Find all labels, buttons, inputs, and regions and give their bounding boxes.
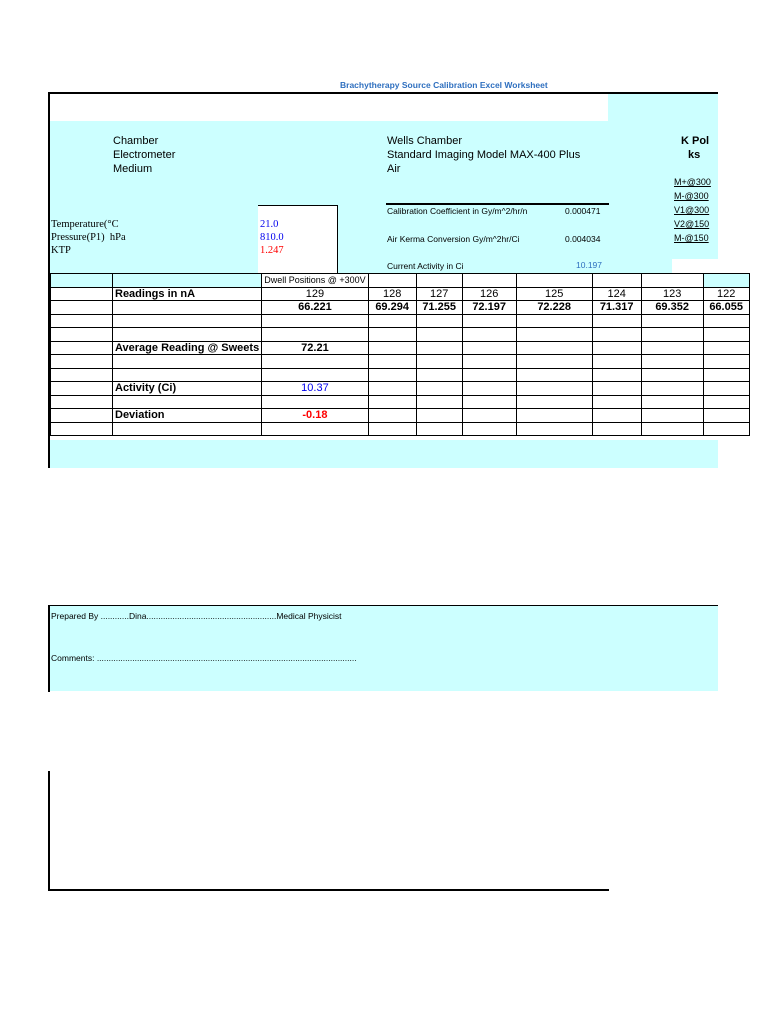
- table-cell: [462, 314, 516, 328]
- air-kerma-label: Air Kerma Conversion Gy/m^2hr/Ci: [387, 234, 520, 244]
- table-cell: [462, 422, 516, 436]
- electrometer-label: Electrometer: [113, 149, 176, 161]
- table-cell: [262, 395, 368, 409]
- pressure-label: Pressure(P1) hPa: [51, 232, 126, 243]
- table-cell: [368, 328, 416, 342]
- table-row: [51, 409, 750, 423]
- kpol-item-m-minus-300: M-@300: [674, 191, 709, 201]
- table-cell: [592, 341, 641, 355]
- air-kerma-value: 0.004034: [565, 234, 601, 244]
- table-cell: [368, 409, 416, 423]
- table-cell: [368, 341, 416, 355]
- table-cell: [368, 355, 416, 369]
- conditions-divider-v: [337, 205, 338, 273]
- table-cell: [641, 395, 703, 409]
- average-reading-label: Average Reading @ Sweets: [113, 341, 262, 355]
- table-cell: [113, 328, 262, 342]
- table-cell: [516, 328, 592, 342]
- table-cell: [51, 287, 113, 301]
- reading-value-123: 69.352: [641, 301, 703, 315]
- table-cell: [262, 314, 368, 328]
- chamber-label: Chamber: [113, 135, 159, 147]
- table-cell: [416, 328, 462, 342]
- table-row: [51, 355, 750, 369]
- table-cell: [462, 368, 516, 382]
- table-cell: [51, 274, 113, 288]
- reading-value-125: 72.228: [516, 301, 592, 315]
- position-122: 122: [703, 287, 749, 301]
- bottom-panel: [50, 440, 718, 468]
- position-127: 127: [416, 287, 462, 301]
- ks-heading: ks: [688, 149, 701, 161]
- table-row: [51, 382, 750, 396]
- table-cell: [592, 382, 641, 396]
- table-cell: [592, 328, 641, 342]
- table-cell: [262, 328, 368, 342]
- table-cell: [416, 341, 462, 355]
- dwell-positions-header: Dwell Positions @ +300V: [262, 274, 368, 288]
- table-cell: [703, 328, 749, 342]
- table-cell: [368, 395, 416, 409]
- readings-label: Readings in nA: [113, 287, 262, 301]
- table-cell: [641, 382, 703, 396]
- table-cell: [641, 368, 703, 382]
- table-cell: [368, 314, 416, 328]
- medium-label: Medium: [113, 163, 153, 175]
- current-activity-label: Current Activity in Ci: [387, 261, 464, 271]
- table-row: [51, 314, 750, 328]
- table-cell: [113, 274, 262, 288]
- table-cell: [51, 341, 113, 355]
- table-cell: [262, 368, 368, 382]
- table-cell: [51, 328, 113, 342]
- table-cell: [462, 341, 516, 355]
- table-cell: [641, 314, 703, 328]
- kpol-heading: K Pol: [681, 135, 710, 147]
- position-125: 125: [516, 287, 592, 301]
- calibration-coefficient-value: 0.000471: [565, 206, 601, 216]
- table-row: [51, 395, 750, 409]
- comments-line: Comments: ..............................................................................................................: [51, 653, 357, 663]
- table-cell: [641, 355, 703, 369]
- table-cell: [416, 382, 462, 396]
- table-cell: [51, 368, 113, 382]
- table-cell: [462, 395, 516, 409]
- header-panel-right: [608, 94, 718, 121]
- table-cell: [516, 382, 592, 396]
- table-cell: [51, 301, 113, 315]
- reading-value-128: 69.294: [368, 301, 416, 315]
- table-cell: [703, 314, 749, 328]
- position-123: 123: [641, 287, 703, 301]
- table-cell: [51, 382, 113, 396]
- table-cell: [113, 368, 262, 382]
- table-cell: [641, 328, 703, 342]
- table-cell: [113, 314, 262, 328]
- table-cell: [516, 274, 592, 288]
- table-cell: [592, 395, 641, 409]
- reading-value-127: 71.255: [416, 301, 462, 315]
- deviation-label: Deviation: [113, 409, 262, 423]
- prepared-by-line: Prepared By ............Dina.......................................................Medical Physicist: [51, 611, 342, 621]
- table-cell: [516, 341, 592, 355]
- table-cell: [592, 355, 641, 369]
- table-cell: [516, 422, 592, 436]
- table-row: [51, 328, 750, 342]
- table-cell: [416, 422, 462, 436]
- ktp-label: KTP: [51, 245, 71, 256]
- reading-value-129: 66.221: [262, 301, 368, 315]
- table-cell: [113, 301, 262, 315]
- table-cell: [703, 274, 749, 288]
- temperature-value: 21.0: [260, 219, 279, 230]
- position-126: 126: [462, 287, 516, 301]
- table-cell: [416, 395, 462, 409]
- table-cell: [416, 355, 462, 369]
- coefficients-top-rule: [386, 203, 609, 205]
- table-cell: [592, 368, 641, 382]
- table-cell: [641, 422, 703, 436]
- table-cell: [703, 382, 749, 396]
- reading-value-122: 66.055: [703, 301, 749, 315]
- readings-table: [50, 273, 750, 436]
- kpol-item-v2-150: V2@150: [674, 219, 710, 229]
- table-cell: [113, 355, 262, 369]
- table-cell: [51, 422, 113, 436]
- table-cell: [368, 274, 416, 288]
- table-cell: [416, 314, 462, 328]
- reading-value-124: 71.317: [592, 301, 641, 315]
- table-cell: [368, 422, 416, 436]
- table-row: [51, 287, 750, 301]
- table-cell: [416, 274, 462, 288]
- table-cell: [462, 328, 516, 342]
- lower-box-left-border: [48, 771, 50, 891]
- table-cell: [703, 422, 749, 436]
- table-cell: [262, 355, 368, 369]
- table-cell: [368, 382, 416, 396]
- pressure-value: 810.0: [260, 232, 284, 243]
- table-cell: [368, 368, 416, 382]
- table-cell: [516, 368, 592, 382]
- table-row: [51, 341, 750, 355]
- table-cell: [703, 409, 749, 423]
- calibration-coefficient-label: Calibration Coefficient in Gy/m^2/hr/n: [387, 206, 528, 216]
- electrometer-value: Standard Imaging Model MAX-400 Plus: [387, 149, 581, 161]
- table-row: [51, 368, 750, 382]
- conditions-divider-h: [258, 205, 338, 206]
- table-cell: [703, 395, 749, 409]
- table-cell: [592, 409, 641, 423]
- activity-label: Activity (Ci): [113, 382, 262, 396]
- table-cell: [516, 409, 592, 423]
- chamber-value: Wells Chamber: [387, 135, 462, 147]
- kpol-item-m-plus-300: M+@300: [674, 177, 711, 187]
- table-cell: [641, 409, 703, 423]
- table-cell: [516, 355, 592, 369]
- table-cell: [641, 274, 703, 288]
- position-129: 129: [262, 287, 368, 301]
- worksheet-title: Brachytherapy Source Calibration Excel Worksheet: [340, 80, 548, 90]
- table-cell: [516, 395, 592, 409]
- table-cell: [592, 274, 641, 288]
- activity-value: 10.37: [262, 382, 368, 396]
- table-cell: [516, 314, 592, 328]
- medium-value: Air: [387, 163, 401, 175]
- average-reading-value: 72.21: [262, 341, 368, 355]
- temperature-label: Temperature(°C: [51, 219, 119, 230]
- table-cell: [262, 422, 368, 436]
- deviation-value: -0.18: [262, 409, 368, 423]
- position-124: 124: [592, 287, 641, 301]
- table-cell: [703, 341, 749, 355]
- ktp-value: 1.247: [260, 245, 284, 256]
- table-cell: [592, 314, 641, 328]
- table-cell: [462, 409, 516, 423]
- position-128: 128: [368, 287, 416, 301]
- table-cell: [592, 422, 641, 436]
- table-row: [51, 422, 750, 436]
- reading-value-126: 72.197: [462, 301, 516, 315]
- table-cell: [51, 395, 113, 409]
- table-cell: [703, 355, 749, 369]
- lower-box-bottom-border: [48, 889, 609, 891]
- table-cell: [416, 368, 462, 382]
- table-cell: [113, 395, 262, 409]
- kpol-item-v1-300: V1@300: [674, 205, 710, 215]
- kpol-item-m-minus-150: M-@150: [674, 233, 709, 243]
- table-cell: [641, 341, 703, 355]
- signoff-left-border: [48, 605, 50, 692]
- table-cell: [416, 409, 462, 423]
- table-cell: [51, 355, 113, 369]
- signoff-top-border: [48, 605, 718, 606]
- current-activity-value: 10.197: [576, 260, 602, 270]
- table-row: [51, 301, 750, 315]
- table-cell: [113, 422, 262, 436]
- table-cell: [462, 382, 516, 396]
- table-cell: [462, 274, 516, 288]
- table-cell: [462, 355, 516, 369]
- table-cell: [703, 368, 749, 382]
- table-cell: [51, 409, 113, 423]
- table-row: [51, 274, 750, 288]
- table-cell: [51, 314, 113, 328]
